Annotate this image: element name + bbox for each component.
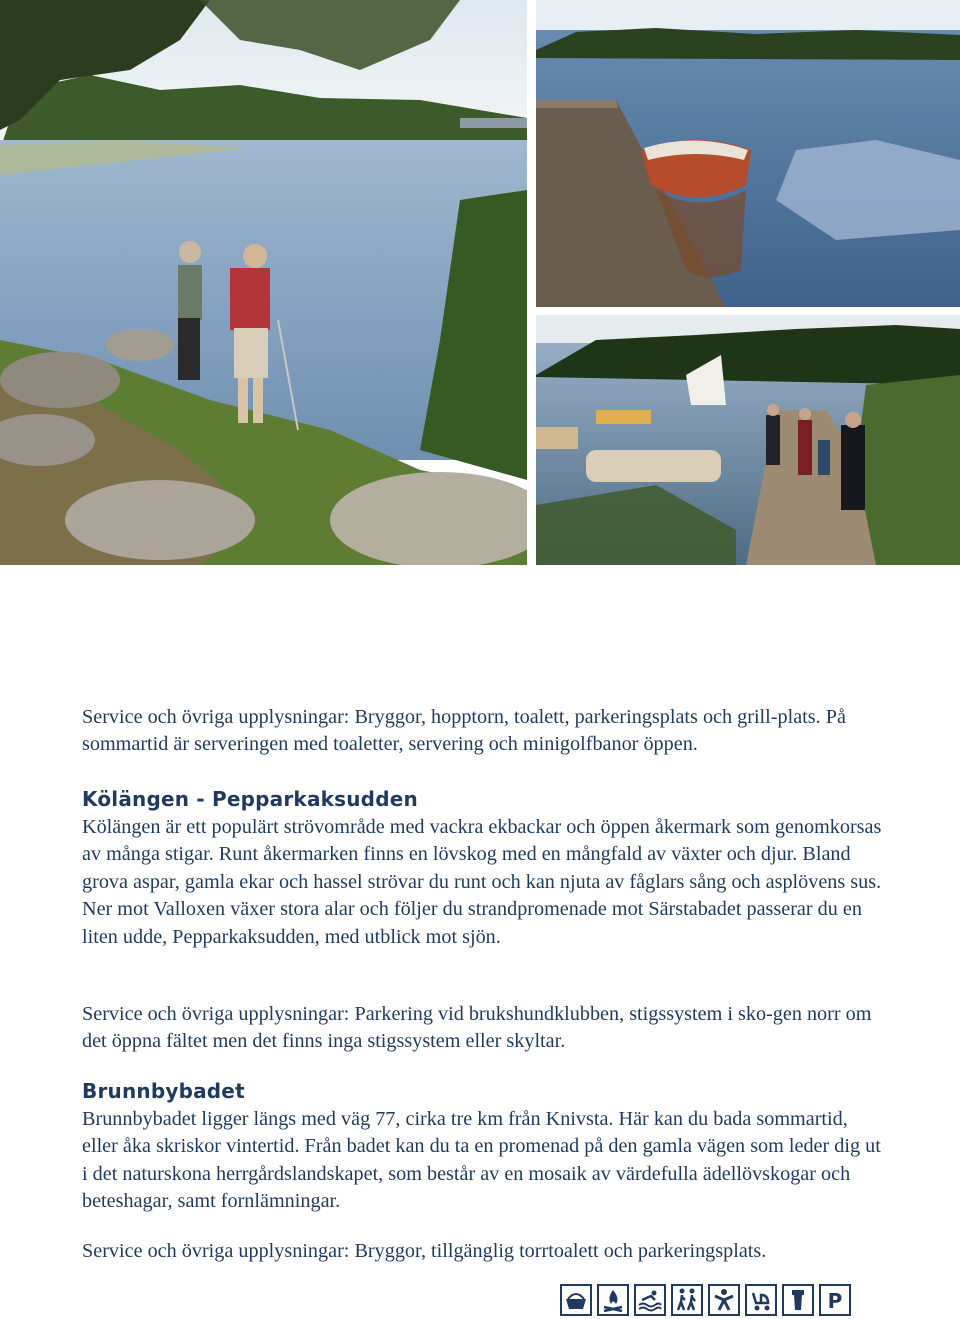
hiking-icon	[671, 1284, 703, 1316]
photo-dock-group	[536, 315, 960, 565]
service-info-paragraph: Service och övriga upplysningar: Bryggor, tillgänglig torrtoalett och parkeringsplats.	[82, 1240, 767, 1262]
photo-lake-couple	[0, 0, 527, 565]
parking-label: P	[827, 1289, 843, 1313]
playground-icon	[708, 1284, 740, 1316]
campfire-icon	[597, 1284, 629, 1316]
section-heading-brunnbybadet: Brunnbybadet	[82, 1079, 245, 1103]
service-info-paragraph: Service och övriga upplysningar: Bryggor, hopptorn, toalett, parkeringsplats och grill-plats. På sommartid är serveringen med toaletter, servering och minigolfbanor öppen.	[82, 706, 846, 756]
parking-icon	[819, 1284, 851, 1316]
swimming-icon	[634, 1284, 666, 1316]
picnic-basket-icon	[560, 1284, 592, 1316]
section-body-brunnbybadet: Brunnbybadet ligger längs med väg 77, cirka tre km från Knivsta. Här kan du bada sommartid, eller åka skriskor vintertid. Från badet kan du ta en promenad på den gamla vägen som leder dig ut i det naturskona herrgårdslandskapet, som består av en mosaik av värdefulla ädellövskogar och beteshagar, samt fornlämningar.	[82, 1108, 881, 1213]
section-heading-kolangen: Kölängen - Pepparkaksudden	[82, 787, 418, 811]
section-body-kolangen: Kölängen är ett populärt strövområde med vackra ekbackar och öppen åkermark som genomkorsas av många stigar. Runt åkermarken finns en lövskog med en mångfald av växter och djur. Bland grova aspar, gamla ekar och hassel strövar du runt och kan njuta av fåglars sång och asplövens sus. Ner mot Valloxen växer stora alar och följer du strandpromenade mot Särstabadet passerar du en liten udde, Pepparkaksudden, med utblick mot sjön.	[82, 816, 882, 948]
facility-icons	[560, 1284, 851, 1318]
stroller-icon	[745, 1284, 777, 1316]
toilet-icon	[782, 1284, 814, 1316]
service-info-paragraph: Service och övriga upplysningar: Parkering vid brukshundklubben, stigssystem i sko-gen norr om det öppna fältet men det finns inga stigssystem eller skyltar.	[82, 1003, 872, 1053]
photo-boat-jetty	[536, 0, 960, 307]
